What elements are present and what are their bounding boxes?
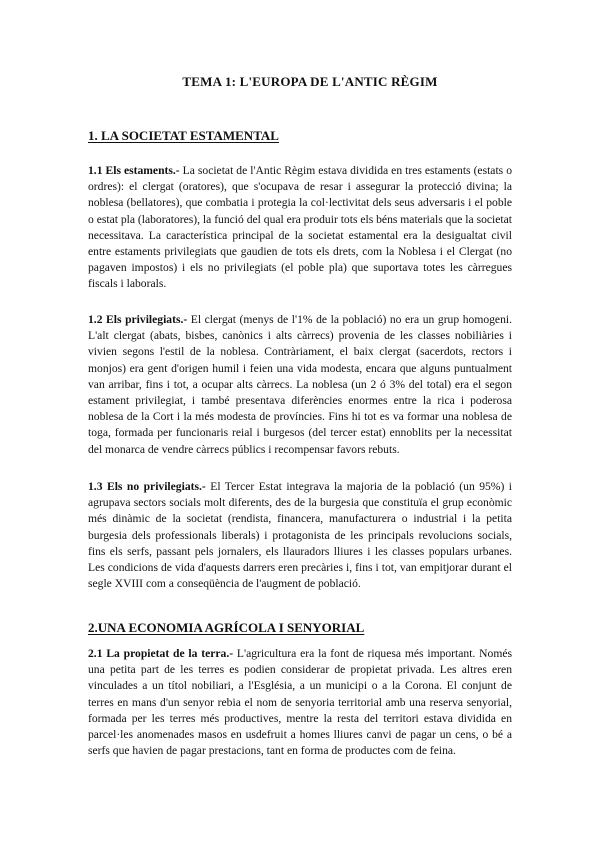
- document-title: TEMA 1: L'EUROPA DE L'ANTIC RÈGIM: [182, 74, 438, 89]
- paragraph-text: La societat de l'Antic Règim estava dividida en tres estaments (estats o ordres): el clergat (oratores), que s'ocupava de resar i assegurar la protecció divina; la noblesa (bellatores), que combatia i protegia la col·lectivitat dels seus adversaris i el poble o estat pla (laboratores), la funció del qual era produir tots els béns materials que la societat necessitava. La característica principal de la societat estamental era la desigualtat civil entre estaments privilegiats que gaudien de tots els drets, com la Noblesa i el Clergat (no pagaven impostos) i els no privilegiats (el poble pla) que suportava totes les càrregues fiscals i laborals.: [88, 164, 512, 291]
- section-heading-economia-agricola: 2.UNA ECONOMIA AGRÍCOLA I SENYORIAL: [88, 620, 365, 635]
- paragraph-lead: 2.1 La propietat de la terra.-: [88, 647, 234, 660]
- paragraph-text: El clergat (menys de l'1% de la població) no era un grup homogeni. L'alt clergat (abats, bisbes, canònics i alts càrrecs) provenia de les classes nobiliàries i vivien segons l'estil de la noblesa. Contràriament, el baix clergat (sacerdots, rectors i monjos) era gent d'origen humil i feien una vida modesta, encara que alguns puntualment van arribar, fins i tot, a ocupar alts càrrecs. La noblesa (un 2 ó 3% del total) era el segon estament privilegiat, i també presentava diferències enormes entre la rica i poderosa noblesa de la Cort i la més modesta de províncies. Fins hi tot es va formar una noblesa de toga, formada per funcionaris reial i burgesos (del tercer estat) ennoblits per la necessitat del monarca de vendre càrrecs públics i recompensar favors rebuts.: [88, 313, 512, 456]
- paragraph-text: El Tercer Estat integrava la majoria de la població (un 95%) i agrupava sectors socials molt diferents, des de la burgesia que constituïa el grup econòmic més dinàmic de la societat (rendista, financera, manufacturera o industrial i la petita burgesia dels professionals liberals) i protagonista de les principals revolucions socials, fins els serfs, passant pels jornalers, els llauradors lliures i les classes populars urbanes. Les condicions de vida d'aquests darrers eren precàries i, fins i tot, van empitjorar durant el segle XVIII com a conseqüència de l'augment de població.: [88, 480, 513, 591]
- paragraph-text: L'agricultura era la font de riquesa més important. Només una petita part de les terres es podien considerar de propietat privada. Les altres eren vinculades a un títol nobiliari, a l'Església, a un municipi o a la Corona. El conjunt de terres en mans d'un senyor rebia el nom de senyoria territorial amb una reserva senyorial, formada per les terres més productives, mentre la resta del territori estava dividida en parcel·les anomenades masos en usdefruit a homes lliures canvi de pagar un cens, o bé a serfs que havien de pagar prestacions, tant en forma de productes com de feina.: [88, 647, 512, 758]
- paragraph-privilegiats: [88, 312, 512, 458]
- paragraph-lead: 1.1 Els estaments.-: [88, 164, 180, 177]
- paragraph-lead: 1.2 Els privilegiats.-: [88, 313, 188, 326]
- paragraph-no-privilegiats: [88, 479, 512, 592]
- paragraph-propietat-terra: [88, 646, 512, 759]
- paragraph-lead: 1.3 Els no privilegiats.-: [88, 480, 206, 493]
- paragraph-estaments: [88, 163, 512, 293]
- section-heading-societat-estamental: 1. LA SOCIETAT ESTAMENTAL: [88, 128, 279, 143]
